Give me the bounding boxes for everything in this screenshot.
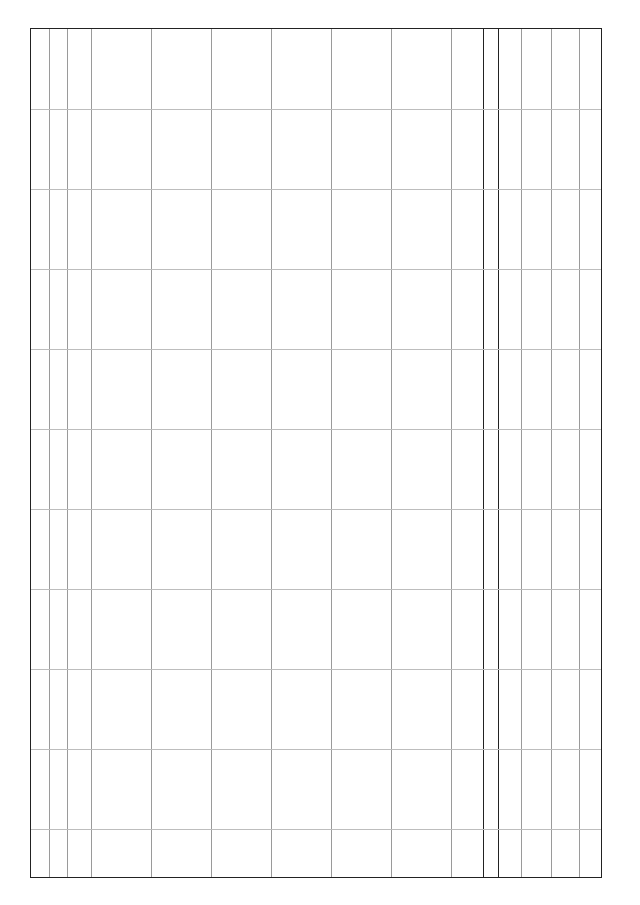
table-row-divider xyxy=(31,669,601,670)
table-row-divider xyxy=(31,349,601,350)
table-row-divider xyxy=(31,429,601,430)
rotated-table xyxy=(30,28,602,878)
table-row-divider xyxy=(31,749,601,750)
table-row-divider xyxy=(31,109,601,110)
table-row-divider xyxy=(31,589,601,590)
table-row-divider xyxy=(31,509,601,510)
table-row-divider xyxy=(31,189,601,190)
table-row-divider xyxy=(31,269,601,270)
table-row-divider xyxy=(31,829,601,830)
